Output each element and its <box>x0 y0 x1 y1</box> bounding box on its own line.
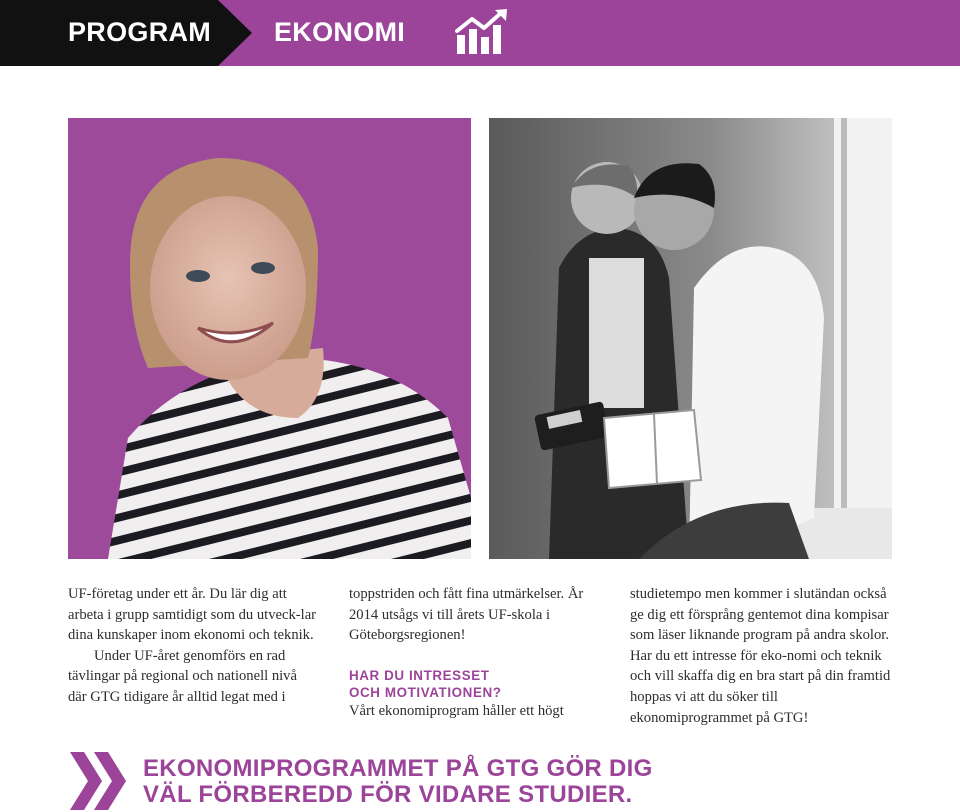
chart-growth-icon <box>455 9 509 55</box>
callout-line: VÄL FÖRBEREDD FÖR VIDARE STUDIER. <box>143 781 633 808</box>
double-chevron-right-icon <box>70 752 130 810</box>
students-reading-photo <box>489 118 892 559</box>
subheading-line: HAR DU INTRESSET <box>349 667 490 683</box>
text-column-3 <box>630 584 892 728</box>
text-column-2 <box>349 584 599 721</box>
subject-label: EKONOMI <box>274 17 406 47</box>
section-subheading <box>349 667 599 701</box>
text-column-1 <box>68 584 318 708</box>
header-band <box>0 0 960 66</box>
callout-text <box>143 756 863 808</box>
paragraph: studietempo men kommer i slutändan också ge dig ett försprång gentemot dina kompisar som läser liknande program på andra skolor. Har du ett intresse för eko-nomi och teknik och vill skaffa dig en bra start på din framtid hoppas vi att du söker till ekonomiprogrammet på GTG! <box>630 586 891 726</box>
paragraph: Vårt ekonomiprogram håller ett högt <box>349 702 564 719</box>
paragraph: Under UF-året genomförs en rad tävlingar på regional och nationell nivå där GTG tidigare år alltid legat med i <box>68 647 297 705</box>
subheading-line: OCH MOTIVATIONEN? <box>349 684 502 700</box>
student-portrait-photo <box>68 118 471 559</box>
paragraph: UF-företag under ett år. Du lär dig att arbeta i grupp samtidigt som du utveck-lar dina kunskaper inom ekonomi och teknik. <box>68 586 317 644</box>
program-label: PROGRAM <box>68 17 212 47</box>
paragraph: toppstriden och fått fina utmärkelser. År 2014 utsågs vi till årets UF-skola i Göteborgsregionen! <box>349 586 584 644</box>
callout-line: EKONOMIPROGRAMMET PÅ GTG GÖR DIG <box>143 755 653 782</box>
